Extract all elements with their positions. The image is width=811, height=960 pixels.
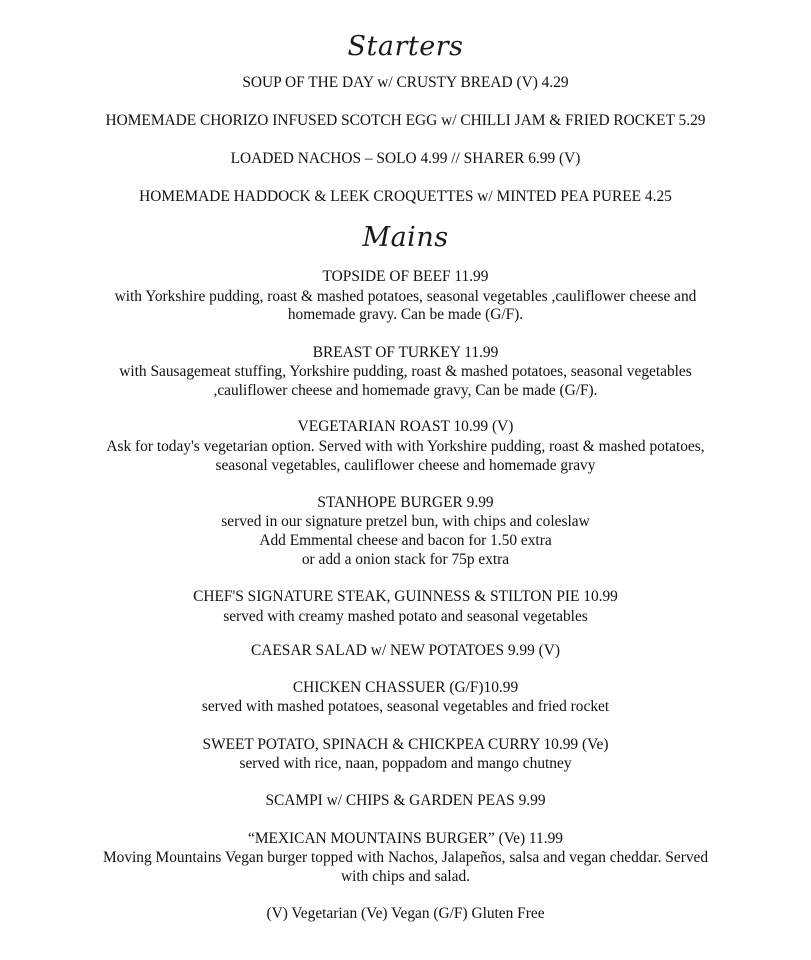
main-item-description: served with mashed potatoes, seasonal vegetables and fried rocket: [201, 698, 610, 715]
main-item-description: Ask for today's vegetarian option. Served with with Yorkshire pudding, roast & mashed potatoes,: [106, 438, 705, 455]
main-item-title: SWEET POTATO, SPINACH & CHICKPEA CURRY 10.99 (Ve): [202, 736, 609, 753]
starter-item: HOMEMADE CHORIZO INFUSED SCOTCH EGG w/ CHILLI JAM & FRIED ROCKET 5.29: [105, 112, 706, 129]
main-item-description: homemade gravy. Can be made (G/F).: [287, 306, 524, 323]
main-item-description: Moving Mountains Vegan burger topped with Nachos, Jalapeños, salsa and vegan cheddar. Served: [102, 849, 709, 866]
main-item-description: Add Emmental cheese and bacon for 1.50 extra: [259, 532, 552, 549]
main-item-title: TOPSIDE OF BEEF 11.99: [322, 268, 489, 285]
main-item-description: served with creamy mashed potato and seasonal vegetables: [223, 608, 588, 625]
main-item-title: SCAMPI w/ CHIPS & GARDEN PEAS 9.99: [265, 792, 546, 809]
mains-heading: Mains: [362, 222, 449, 253]
starter-item: SOUP OF THE DAY w/ CRUSTY BREAD (V) 4.29: [242, 74, 569, 91]
main-item-title: CHICKEN CHASSUER (G/F)10.99: [292, 679, 519, 696]
main-item-title: BREAST OF TURKEY 11.99: [312, 344, 499, 361]
main-item-description: with chips and salad.: [340, 868, 471, 885]
main-item-title: CHEF'S SIGNATURE STEAK, GUINNESS & STILTON PIE 10.99: [193, 588, 618, 605]
main-item-title: VEGETARIAN ROAST 10.99 (V): [297, 418, 514, 435]
starter-item: HOMEMADE HADDOCK & LEEK CROQUETTES w/ MINTED PEA PUREE 4.25: [139, 188, 672, 205]
main-item-title: “MEXICAN MOUNTAINS BURGER” (Ve) 11.99: [248, 830, 563, 847]
dietary-legend: (V) Vegetarian (Ve) Vegan (G/F) Gluten Free: [266, 905, 545, 922]
starter-item: LOADED NACHOS – SOLO 4.99 // SHARER 6.99 (V): [230, 150, 581, 167]
main-item-title: STANHOPE BURGER 9.99: [317, 494, 494, 511]
starters-heading: Starters: [347, 31, 464, 62]
main-item-description: ,cauliflower cheese and homemade gravy, Can be made (G/F).: [213, 382, 598, 399]
main-item-description: served in our signature pretzel bun, with chips and coleslaw: [221, 513, 590, 530]
main-item-description: served with rice, naan, poppadom and mango chutney: [239, 755, 572, 772]
main-item-description: with Yorkshire pudding, roast & mashed potatoes, seasonal vegetables ,cauliflower cheese and: [114, 288, 697, 305]
main-item-description: with Sausagemeat stuffing, Yorkshire pudding, roast & mashed potatoes, seasonal vegetables: [119, 363, 692, 380]
main-item-title: CAESAR SALAD w/ NEW POTATOES 9.99 (V): [250, 642, 560, 659]
main-item-description: or add a onion stack for 75p extra: [301, 551, 510, 568]
main-item-description: seasonal vegetables, cauliflower cheese and homemade gravy: [215, 457, 596, 474]
